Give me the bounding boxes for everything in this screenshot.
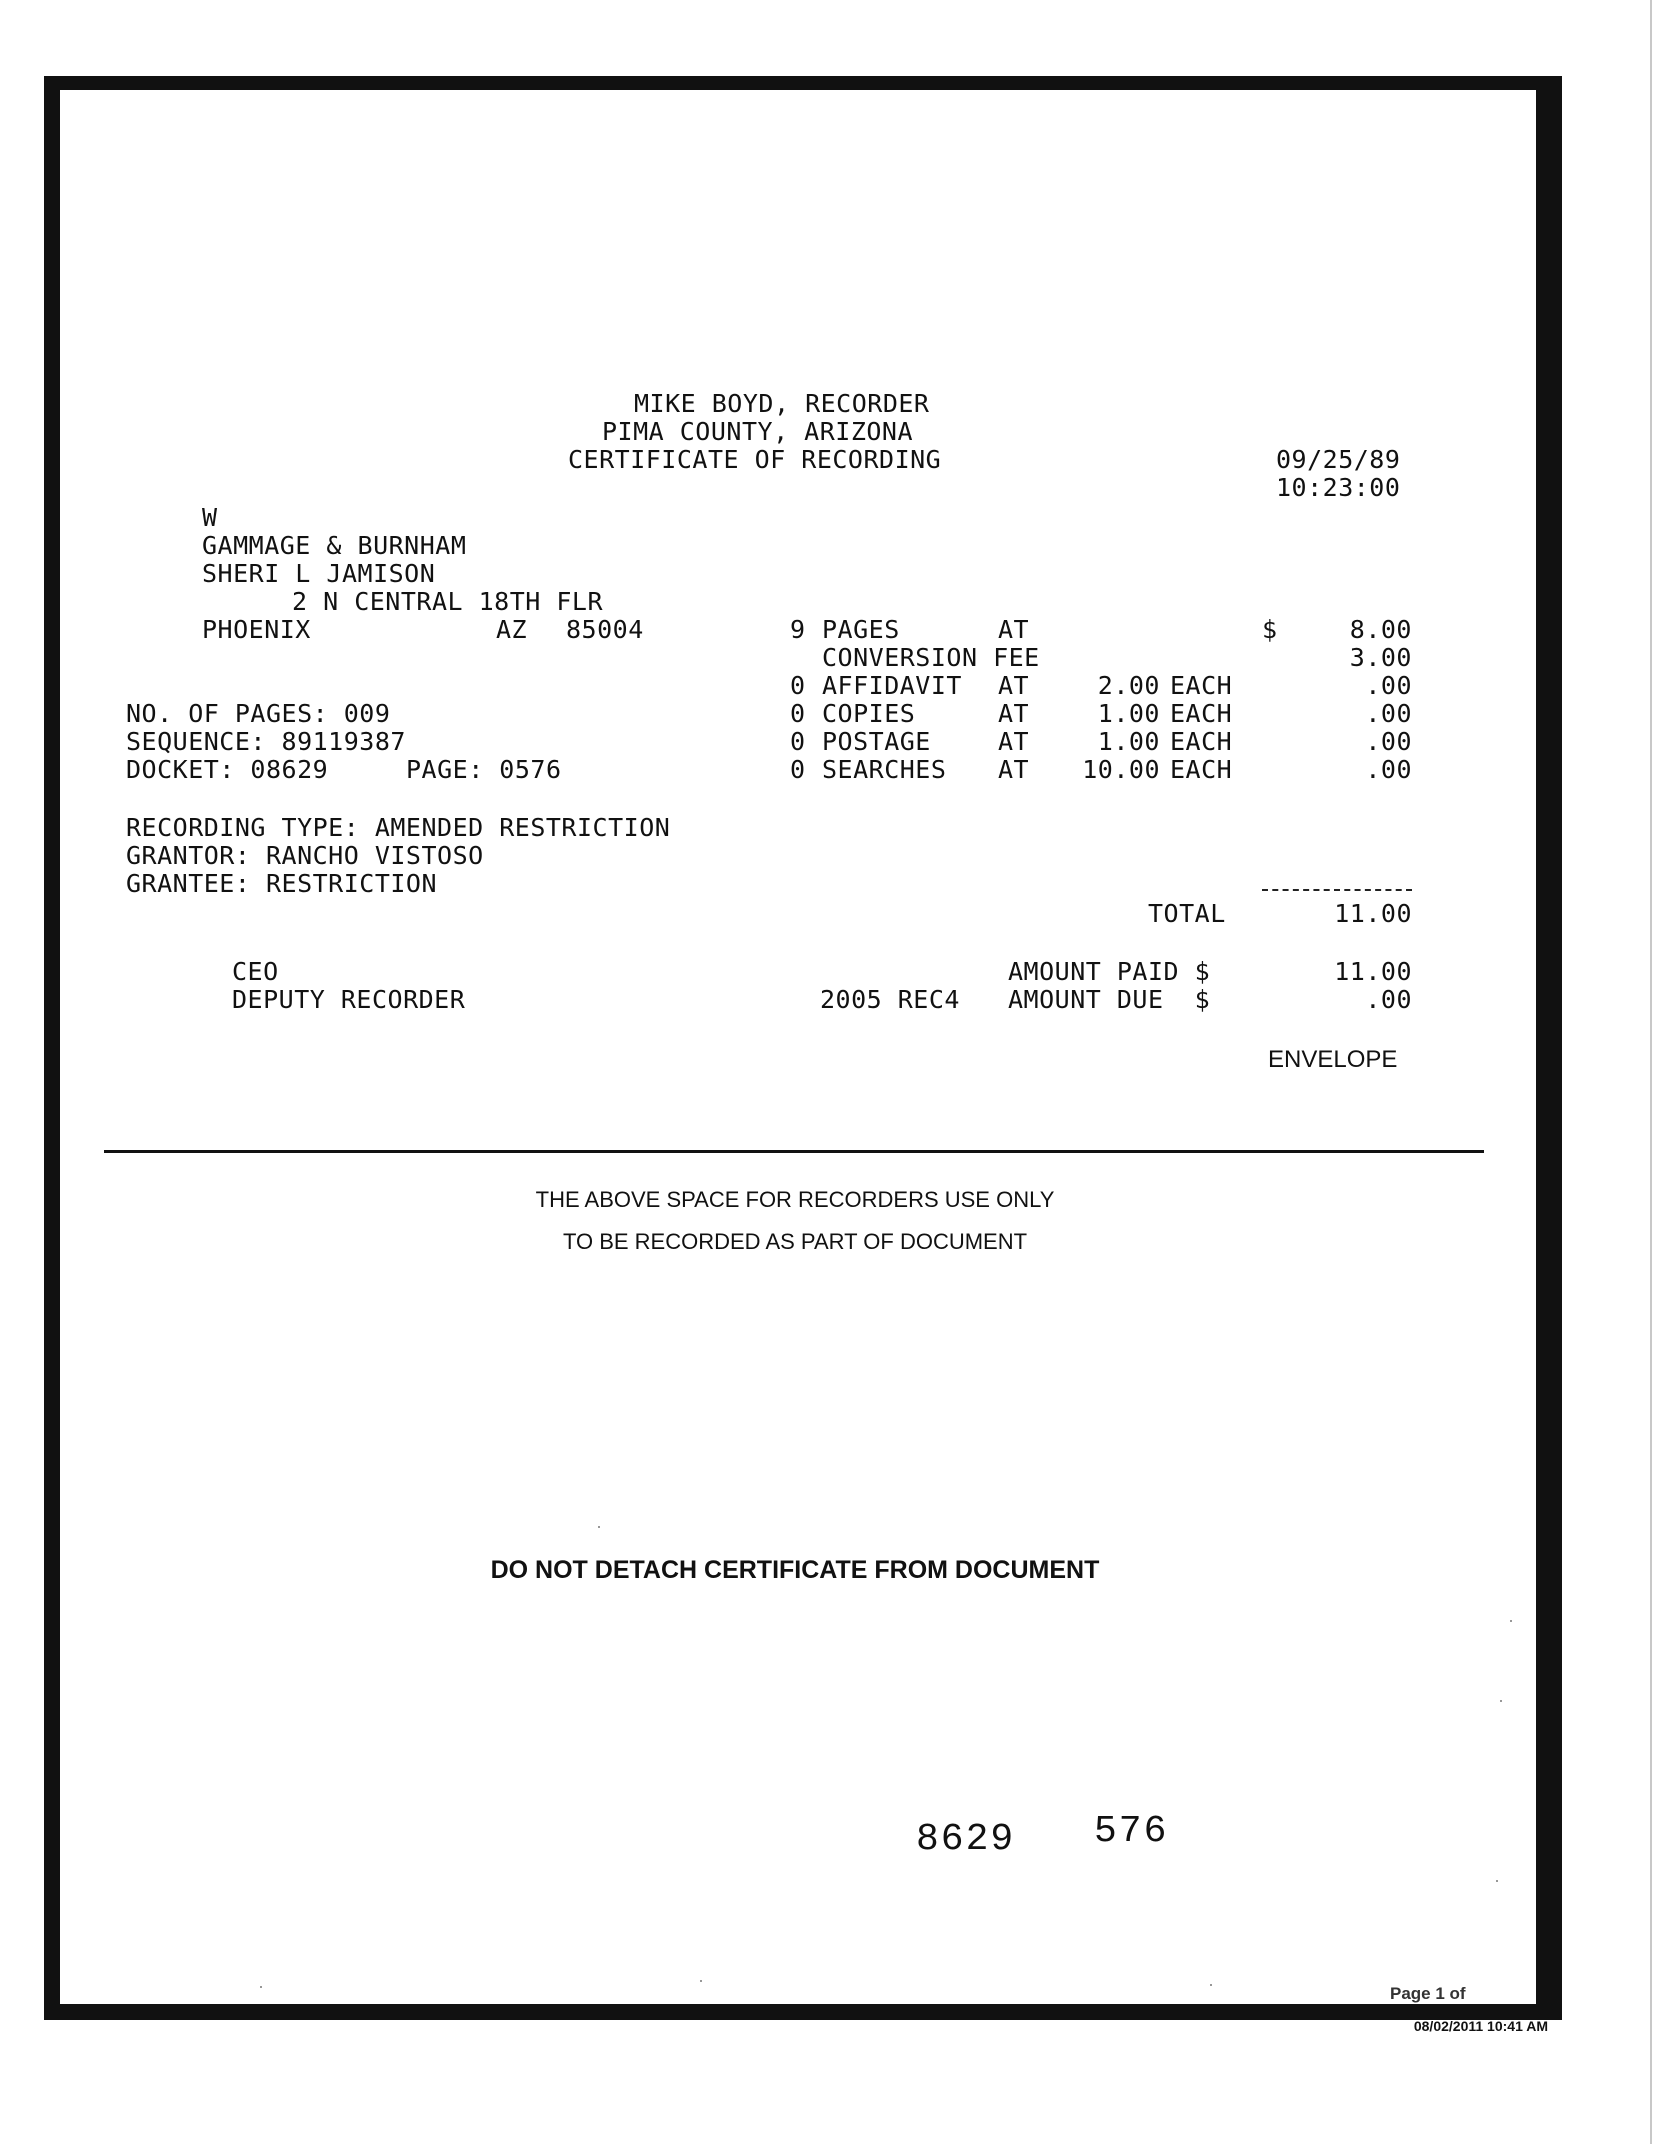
page-number-label: Page 1 of (1390, 1984, 1466, 2003)
total-rule (1262, 889, 1412, 891)
address-attention: SHERI L JAMISON (202, 559, 436, 588)
fee-amount: .00 (1365, 755, 1412, 784)
delivery-method: ENVELOPE (1268, 1046, 1398, 1073)
fee-currency: $ (1262, 615, 1278, 644)
fee-rate: 10.00 (1082, 755, 1160, 784)
recording-date: 09/25/89 (1276, 445, 1401, 474)
recorder-use-notice: THE ABOVE SPACE FOR RECORDERS USE ONLY (535, 1187, 1055, 1212)
do-not-detach-warning: DO NOT DETACH CERTIFICATE FROM DOCUMENT (490, 1556, 1100, 1584)
fee-item: POSTAGE (822, 727, 931, 756)
fee-at: AT (998, 671, 1030, 700)
fee-qty: 0 (790, 727, 806, 756)
amount-paid: 11.00 (1334, 957, 1412, 986)
recorder-name: MIKE BOYD, RECORDER (634, 389, 930, 418)
fee-amount: .00 (1365, 671, 1412, 700)
fee-amount: .00 (1365, 727, 1412, 756)
fee-item: PAGES (822, 615, 900, 644)
deputy-title: DEPUTY RECORDER (232, 985, 466, 1014)
fee-each: EACH (1170, 755, 1233, 784)
address-state: AZ (496, 615, 528, 644)
fee-qty: 9 (790, 615, 806, 644)
fee-rate: 2.00 (1097, 671, 1160, 700)
scan-speck (1500, 1700, 1502, 1702)
fee-item: AFFIDAVIT (822, 671, 962, 700)
scan-speck (598, 1526, 600, 1528)
fee-amount: .00 (1365, 699, 1412, 728)
address-zip: 85004 (566, 615, 644, 644)
fee-qty: 0 (790, 671, 806, 700)
amount-paid-label: AMOUNT PAID $ (1008, 957, 1211, 986)
print-timestamp: 08/02/2011 10:41 AM (1413, 2018, 1548, 2034)
address-firm: GAMMAGE & BURNHAM (202, 531, 467, 560)
fee-amount: 8.00 (1349, 615, 1412, 644)
total-label: TOTAL (1148, 899, 1226, 928)
total-amount: 11.00 (1334, 899, 1412, 928)
grantee: GRANTEE: RESTRICTION (126, 869, 438, 898)
fee-at: AT (998, 615, 1030, 644)
scan-speck (260, 1986, 262, 1988)
fee-at: AT (998, 699, 1030, 728)
scan-speck (1510, 1620, 1512, 1622)
page-count: NO. OF PAGES: 009 (126, 699, 391, 728)
fee-qty: 0 (790, 699, 806, 728)
page-stamp: 576 (1094, 1810, 1169, 1853)
fee-rate: 1.00 (1097, 699, 1160, 728)
fee-amount: 3.00 (1349, 643, 1412, 672)
certificate-title: CERTIFICATE OF RECORDING (568, 445, 942, 474)
amount-due: .00 (1365, 985, 1412, 1014)
amount-due-label: AMOUNT DUE $ (1008, 985, 1211, 1014)
docket-number: DOCKET: 08629 (126, 755, 329, 784)
address-city: PHOENIX (202, 615, 311, 644)
fee-item: COPIES (822, 699, 916, 728)
scan-speck (1210, 1984, 1212, 1986)
sequence-number: SEQUENCE: 89119387 (126, 727, 406, 756)
scan-speck (700, 1980, 702, 1982)
fee-at: AT (998, 755, 1030, 784)
record-as-part-notice: TO BE RECORDED AS PART OF DOCUMENT (562, 1229, 1028, 1254)
page-edge-rule (1650, 0, 1652, 2144)
fee-item: SEARCHES (822, 755, 947, 784)
fee-each: EACH (1170, 671, 1233, 700)
fee-at: AT (998, 727, 1030, 756)
fee-each: EACH (1170, 699, 1233, 728)
docket-page: PAGE: 0576 (406, 755, 562, 784)
recording-type: RECORDING TYPE: AMENDED RESTRICTION (126, 813, 671, 842)
deputy-initials: CEO (232, 957, 279, 986)
fee-rate: 1.00 (1097, 727, 1160, 756)
address-street: 2 N CENTRAL 18TH FLR (292, 587, 604, 616)
scan-speck (1496, 1880, 1498, 1882)
register-id: 2005 REC4 (820, 985, 960, 1014)
fee-qty: 0 (790, 755, 806, 784)
fee-each: EACH (1170, 727, 1233, 756)
address-code: W (202, 503, 218, 532)
recording-time: 10:23:00 (1276, 473, 1401, 502)
county-name: PIMA COUNTY, ARIZONA (602, 417, 914, 446)
grantor: GRANTOR: RANCHO VISTOSO (126, 841, 484, 870)
fee-item: CONVERSION FEE (822, 643, 1040, 672)
docket-stamp: 8629 (916, 1818, 1016, 1861)
section-divider (104, 1150, 1484, 1153)
